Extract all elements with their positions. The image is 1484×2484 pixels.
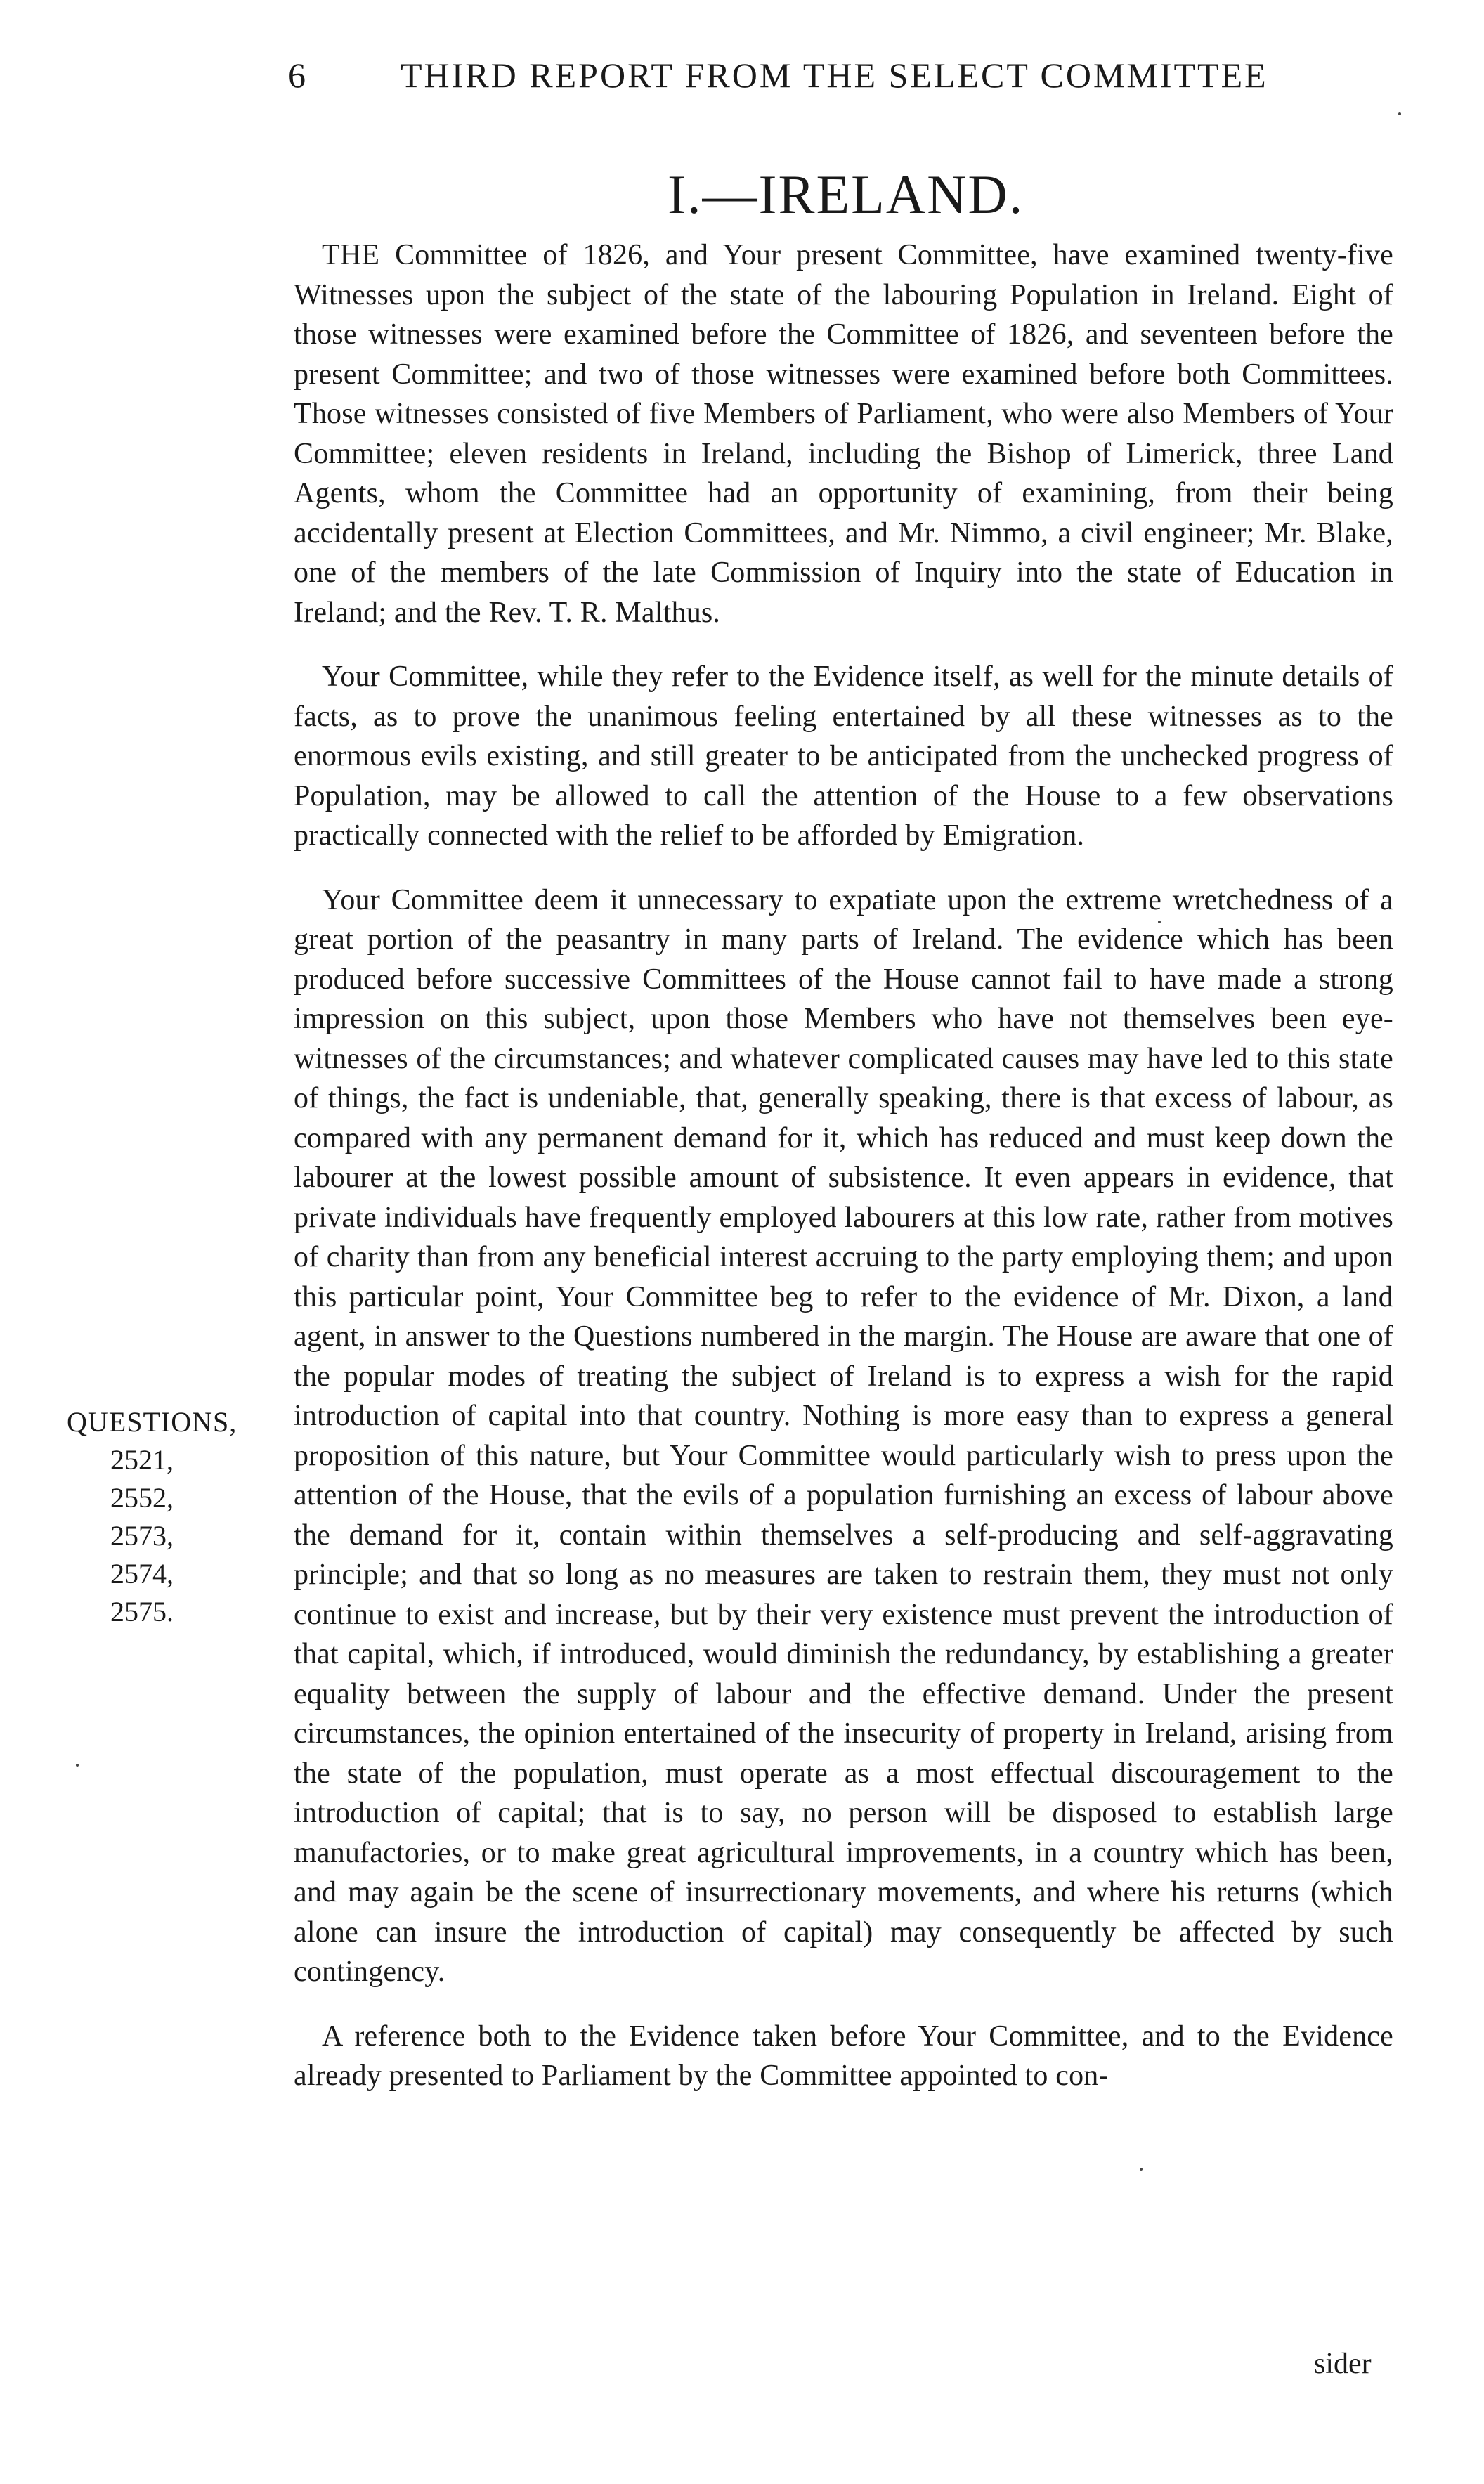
margin-note-label: QUESTIONS, [67,1406,237,1438]
paragraph-witnesses: THE Committee of 1826, and Your present Committee, have examined twenty-five Witnesses upon the subject of the state of the labouring Population in Ireland. Eight of those witnesses were examined before the Committee of 1826, and seventeen before the present Committee; and two of those witnesses were examined before both Committees. Those witnesses consisted of five Members of Parliament, who were also Members of Your Committee; eleven residents in Ireland, including the Bishop of Limerick, three Land Agents, whom the Committee had an opportunity of examining, from their being accidentally present at Election Committees, and Mr. Nimmo, a civil engineer; Mr. Blake, one of the members of the late Commission of Inquiry into the state of Education in Ireland; and the Rev. T. R. Malthus. [294,239,1393,629]
catchword: sider [1314,2348,1372,2380]
report-body [294,235,1393,2121]
paragraph-peasantry-wretchedness: Your Committee deem it unnecessary to expatiate upon the extreme wretchedness of a great portion of the peasantry in many parts of Ireland. The evidence which has been produced before successive Committees of the House cannot fail to have made a strong impression on this subject, upon those Members who have not themselves been eye-witnesses of the circumstances; and whatever complicated causes may have led to this state of things, the fact is undeniable, that, generally speaking, there is that excess of labour, as compared with any permanent demand for it, which has reduced and must keep down the labourer at the lowest possible amount of subsistence. It even appears in evidence, that private individuals have frequently employed labourers at this low rate, rather from motives of charity than from any beneficial interest accruing to the party employing them; and upon this particular point, Your Committee beg to refer to the evidence of Mr. Dixon, a land agent, in answer to the Questions numbered in the margin. The House are aware that one of the popular modes of treating the subject of Ireland is to express a wish for the rapid introduction of capital into that country. Nothing is more easy than to express a general proposition of this nature, but Your Committee would particularly wish to press upon the attention of the House, that the evils of a population furnishing an excess of labour above the demand for it, contain within themselves a self-producing and self-aggravating principle; and that so long as no measures are taken to restrain them, they must not only continue to exist and increase, but by their very existence must prevent the introduction of that capital, which, if introduced, would diminish the redundancy, by establishing a greater equality between the supply of labour and the effective demand. Under the present circumstances, the opinion entertained of the insecurity of property in Ireland, arising from the state of the population, must operate as a most effectual discouragement to the introduction of capital; that is to say, no person will be disposed to establish large manufactories, or to make great agricultural improvements, in a country which has been, and may again be the scene of insurrectionary movements, and where his returns (which alone can insure the introduction of capital) may consequently be affected by such contingency. [294,883,1393,1988]
section-heading: I.—IRELAND. [668,164,1024,225]
margin-question-number: 2573, [110,1520,174,1552]
page-number: 6 [288,56,307,95]
margin-question-number: 2552, [110,1482,174,1514]
print-speck [76,1764,79,1767]
print-speck [1398,112,1401,115]
margin-question-number: 2574, [110,1558,174,1589]
margin-note-questions [67,1403,278,1631]
running-header [288,55,1426,104]
running-title: THIRD REPORT FROM THE SELECT COMMITTEE [401,56,1268,95]
paragraph-reference-evidence: A reference both to the Evidence taken before Your Committee, and to the Evidence already presented to Parliament by the Committee appointed to con- [294,2020,1393,2092]
print-speck [1158,921,1161,923]
paragraph-evidence-reference: Your Committee, while they refer to the Evidence itself, as well for the minute details of facts, as to prove the unanimous feeling entertained by all these witnesses as to the enormous evils existing, and still greater to be anticipated from the unchecked progress of Population, may be allowed to call the attention of the House to a few observations practically connected with the relief to be afforded by Emigration. [294,661,1393,852]
margin-question-number: 2521, [110,1444,174,1476]
print-speck [1140,2168,1143,2171]
margin-question-number: 2575. [110,1596,174,1627]
